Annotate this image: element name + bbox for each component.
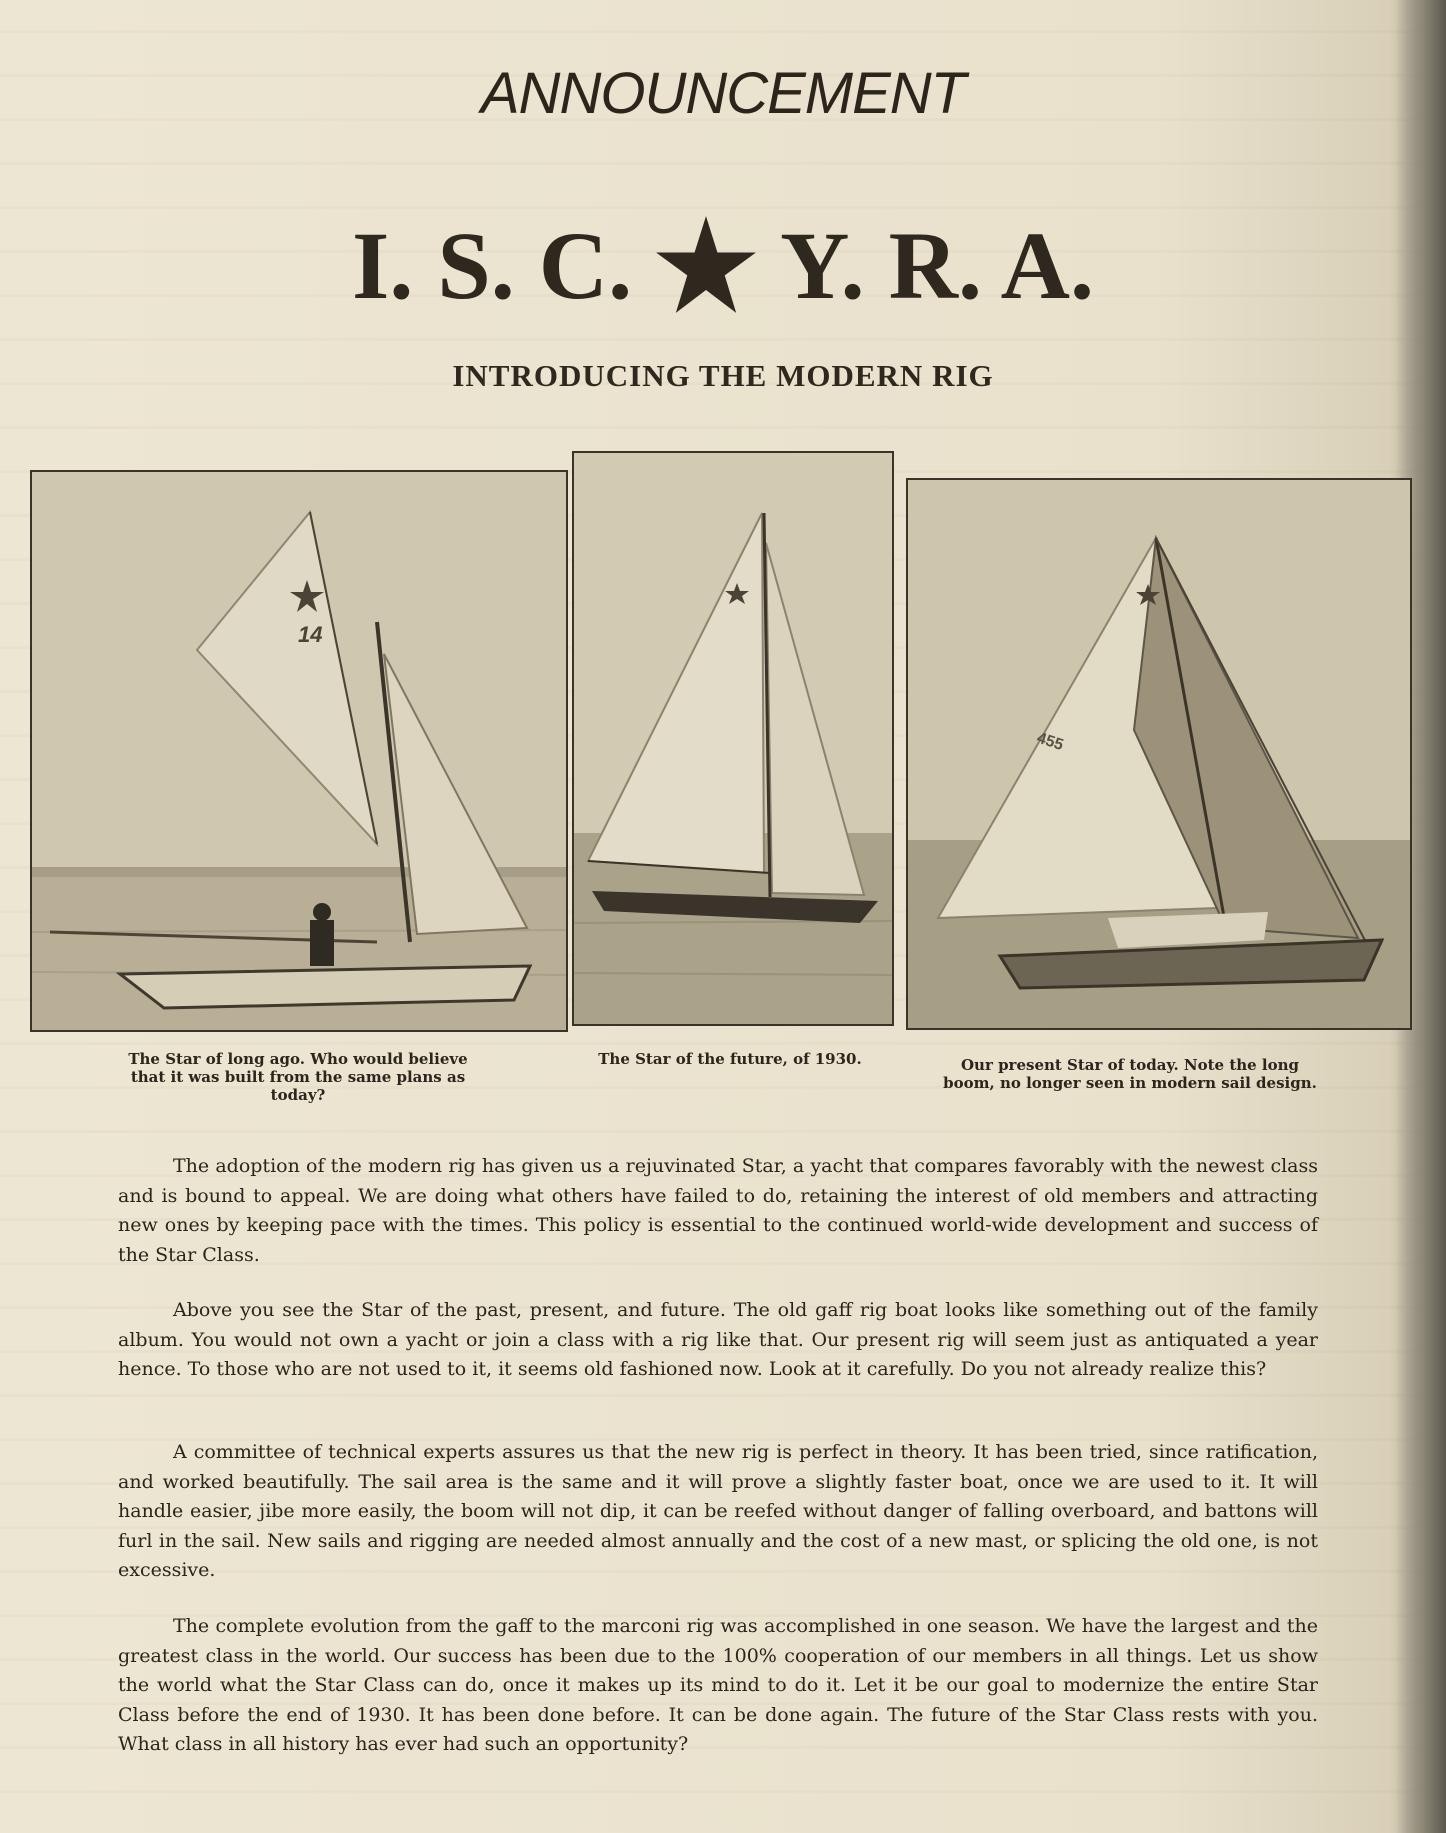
announcement-heading: ANNOUNCEMENT [480,61,966,126]
caption-present-star: Our present Star of today. Note the long boom, no longer seen in modern sail design. [943,1056,1317,1092]
org-title-left: I. S. C. [352,211,633,319]
org-title [0,205,1446,325]
paragraph-complete-evolution: The complete evolution from the gaff to the marconi rig was accomplished in one season. We have the largest and the greatest class in the world. Our success has been due to the 100% cooperation of our members in all things. Let us show the world what the Star Class can do, once it makes up its mind to do it. Let it be our goal to modernize the entire Star Class before the end of 1930. It has been done before. It can be done again. The future of the Star Class rests with you. What class in all history has ever had such an opportunity? [118,1615,1318,1755]
photo-present-star [906,478,1412,1030]
photo-modern-rig-star [572,451,894,1026]
paragraph-modern-rig-adoption: The adoption of the modern rig has given us a rejuvinated Star, a yacht that compares favorably with the newest class and is bound to appeal. We are doing what others have failed to do, retaining the interest of old members and attracting new ones by keeping pace with the times. This policy is essential to the continued world-wide development and success of the Star Class. [118,1155,1318,1266]
sail-number-455: 455 [1034,729,1066,755]
caption-star-of-future: The Star of the future, of 1930. [598,1050,862,1068]
caption-star-of-long-ago: The Star of long ago. Who would believe that it was built from the same plans as today? [128,1050,468,1104]
sail-number-14: 14 [298,622,323,647]
star-icon [654,213,758,317]
paragraph-past-present-future: Above you see the Star of the past, present, and future. The old gaff rig boat looks like something out of the family album. You would not own a yacht or join a class with a rig like that. Our present rig will seem just as antiquated a year hence. To those who are not used to it, it seems old fashioned now. Look at it carefully. Do you not already realize this? [118,1299,1318,1380]
photo-gaff-rig-star [30,470,568,1032]
paragraph-technical-committee: A committee of technical experts assures us that the new rig is perfect in theory. It has been tried, since ratification, and worked beautifully. The sail area is the same and it will prove a slightly faster boat, once we are used to it. It will handle easier, jibe more easily, the boom will not dip, it can be reefed without danger of falling overboard, and battons will furl in the sail. New sails and rigging are needed almost annually and the cost of a new mast, or splicing the old one, is not excessive. [118,1441,1318,1581]
subtitle: INTRODUCING THE MODERN RIG [452,358,994,393]
org-title-right: Y. R. A. [780,211,1094,319]
